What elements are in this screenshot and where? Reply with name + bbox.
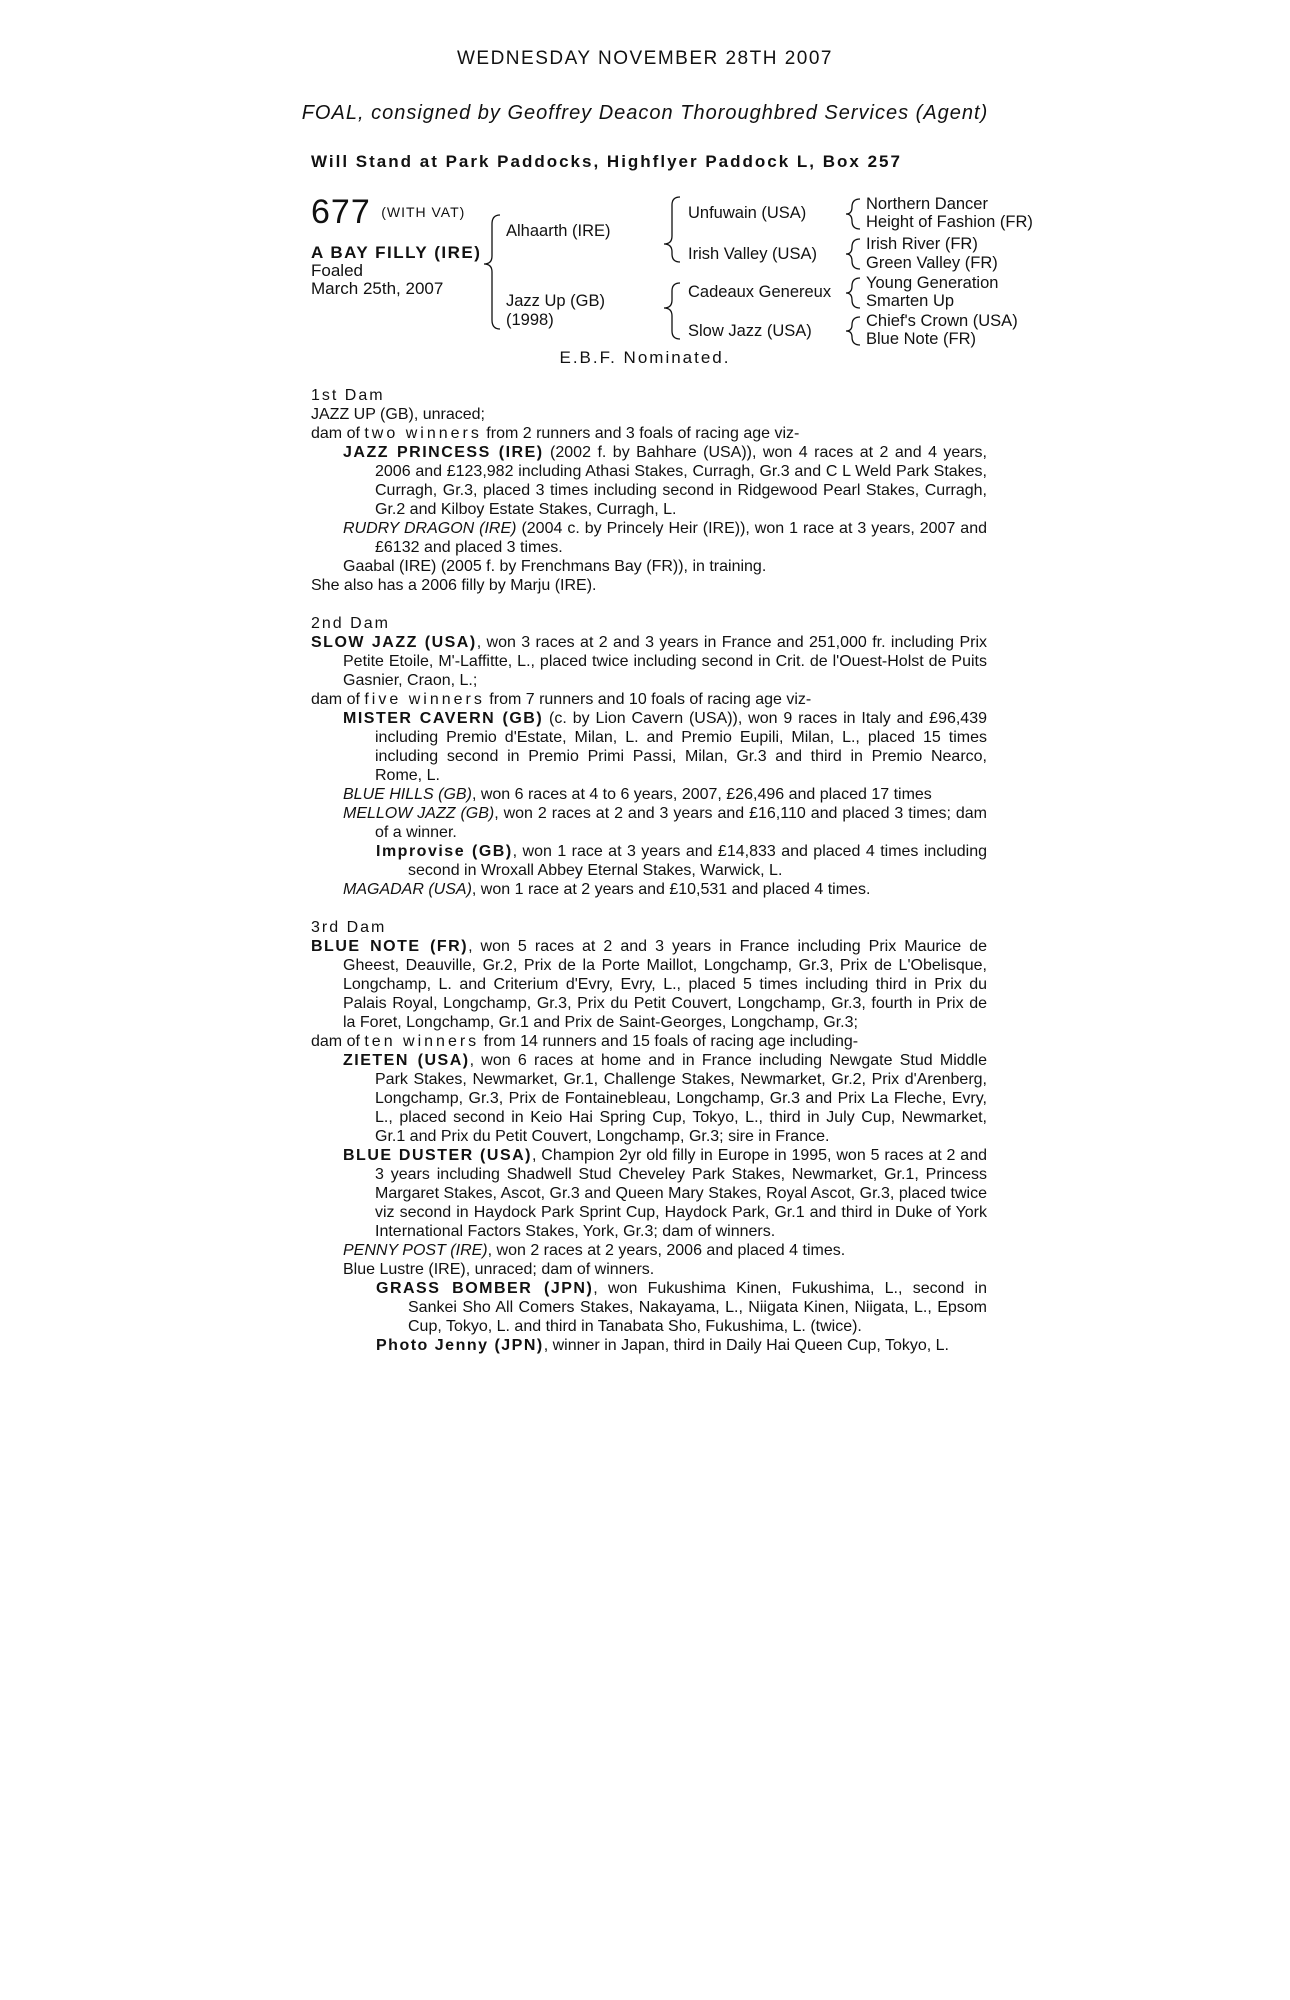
second-dam-produce-3: MELLOW JAZZ (GB), won 2 races at 2 and 3 years and £16,110 and placed 3 times; dam of a winner. <box>343 805 987 841</box>
pedigree-dam-sire: Cadeaux Genereux <box>688 283 832 301</box>
pedigree-dam-dam: Slow Jazz (USA) <box>688 322 812 340</box>
pedigree-brackets <box>0 0 1290 350</box>
pedigree-sds: Irish River (FR) <box>866 235 978 253</box>
second-dam-produce-1: MISTER CAVERN (GB) (c. by Lion Cavern (USA)), won 9 races in Italy and £96,439 including Premio d'Estate, Milan, L. and Premio Eupili, Milan, L., placed 15 times including second in Premio Primi Passi, Milan, Gr.3 and third in Premio Nearco, Rome, L. <box>343 710 988 784</box>
first-dam-produce-2: RUDRY DRAGON (IRE) (2004 c. by Princely Heir (IRE)), won 1 race at 3 years, 2007 and £6132 and placed 3 times. <box>343 520 987 556</box>
third-dam-grandproduce-2: Photo Jenny (JPN), winner in Japan, third in Daily Hai Queen Cup, Tokyo, L. <box>376 1337 949 1354</box>
pedigree-dsd: Smarten Up <box>866 292 955 310</box>
ebf-nominated: E.B.F. Nominated. <box>559 348 731 367</box>
third-dam-record: BLUE NOTE (FR), won 5 races at 2 and 3 years in France including Prix Maurice de Gheest, Deauville, Gr.2, Prix de la Porte Maillot, Longchamp, Gr.3, Prix de L'Obelisque, Longchamp, L. and Criterium d'Evry, Evry, L., placed 5 times including third in Prix du Palais Royal, Longchamp, Gr.3, Prix du Petit Couvert, Longchamp, Gr.3, fourth in Prix de la Foret, Longchamp, Gr.1 and Prix de Saint-Georges, Longchamp, Gr.3; <box>311 938 987 1031</box>
second-dam-grandproduce: Improvise (GB), won 1 race at 3 years and £14,833 and placed 4 times including second in Wroxall Abbey Eternal Stakes, Warwick, L. <box>376 843 987 879</box>
third-dam-produce-summary: dam of ten winners from 14 runners and 15 foals of racing age including- <box>311 1033 859 1050</box>
foaled-label: Foaled <box>311 261 363 280</box>
stand-location: Will Stand at Park Paddocks, Highflyer Paddock L, Box 257 <box>311 152 902 171</box>
third-dam-heading: 3rd Dam <box>311 919 387 936</box>
pedigree-sire: Alhaarth (IRE) <box>506 222 611 240</box>
produce-record <box>311 386 987 1355</box>
second-dam-record: SLOW JAZZ (USA), won 3 races at 2 and 3 years in France and 251,000 fr. including Prix Petite Etoile, M'-Laffitte, L., placed twice including second in Crit. de l'Ouest-Holst de Puits Gasnier, Craon, L.; <box>311 634 987 689</box>
third-dam-produce-2: BLUE DUSTER (USA), Champion 2yr old filly in Europe in 1995, won 5 races at 2 and 3 years including Shadwell Stud Cheveley Park Stakes, Newmarket, Gr.1, Princess Margaret Stakes, Ascot, Gr.3 and Queen Mary Stakes, Royal Ascot, Gr.3, placed twice viz second in Haydock Park Sprint Cup, Haydock Park, Gr.1 and third in Duke of York International Factors Stakes, York, Gr.3; dam of winners. <box>343 1147 987 1240</box>
pedigree-sire-dam: Irish Valley (USA) <box>688 245 817 263</box>
second-dam-heading: 2nd Dam <box>311 615 390 632</box>
first-dam-produce-summary: dam of two winners from 2 runners and 3 foals of racing age viz- <box>311 425 800 442</box>
pedigree-dam-year: (1998) <box>506 311 554 329</box>
third-dam-grandproduce-1: GRASS BOMBER (JPN), won Fukushima Kinen, Fukushima, L., second in Sankei Sho All Comers Stakes, Nakayama, L., Niigata Kinen, Niigata, L., Epsom Cup, Tokyo, L. and third in Tanabata Sho, Fukushima, L. (twice). <box>376 1280 987 1335</box>
pedigree-dds: Chief's Crown (USA) <box>866 312 1018 330</box>
second-dam-produce-4: MAGADAR (USA), won 1 race at 2 years and £10,531 and placed 4 times. <box>343 881 871 898</box>
pedigree-sdd: Green Valley (FR) <box>866 254 998 272</box>
pedigree-sire-sire: Unfuwain (USA) <box>688 204 807 222</box>
first-dam-heading: 1st Dam <box>311 387 385 404</box>
third-dam-produce-1: ZIETEN (USA), won 6 races at home and in France including Newgate Stud Middle Park Stakes, Newmarket, Gr.1, Challenge Stakes, Newmarket, Gr.2, Prix d'Arenberg, Longchamp, Gr.3, Prix de Fontainebleau, Longchamp, Gr.3 and Prix La Fleche, Evry, L., placed second in Keio Hai Spring Cup, Tokyo, L., third in July Cup, Newmarket, Gr.1 and Prix du Petit Couvert, Longchamp, Gr.3; sire in France. <box>343 1052 987 1145</box>
sale-date: WEDNESDAY NOVEMBER 28TH 2007 <box>456 48 833 69</box>
first-dam-line: JAZZ UP (GB), unraced; <box>311 406 485 423</box>
second-dam-produce-summary: dam of five winners from 7 runners and 10 foals of racing age viz- <box>311 691 812 708</box>
consignor-line: FOAL, consigned by Geoffrey Deacon Thoroughbred Services (Agent) <box>301 102 989 124</box>
third-dam-produce-4: Blue Lustre (IRE), unraced; dam of winners. <box>343 1261 655 1278</box>
lot-number: 677 <box>311 193 371 231</box>
first-dam-produce-4: She also has a 2006 filly by Marju (IRE). <box>311 577 597 594</box>
pedigree-sss: Northern Dancer <box>866 195 988 213</box>
pedigree-ssd: Height of Fashion (FR) <box>866 213 1033 231</box>
foaled-date: March 25th, 2007 <box>311 279 444 298</box>
horse-name: A BAY FILLY (IRE) <box>311 243 482 262</box>
pedigree-dss: Young Generation <box>866 274 999 292</box>
third-dam-produce-3: PENNY POST (IRE), won 2 races at 2 years, 2006 and placed 4 times. <box>343 1242 846 1259</box>
first-dam-produce-1: JAZZ PRINCESS (IRE) (2002 f. by Bahhare (USA)), won 4 races at 2 and 4 years, 2006 and £123,982 including Athasi Stakes, Curragh, Gr.3 and C L Weld Park Stakes, Curragh, Gr.3, placed 3 times including second in Ridgewood Pearl Stakes, Curragh, Gr.2 and Kilboy Estate Stakes, Curragh, L. <box>343 444 988 518</box>
pedigree-dam: Jazz Up (GB) <box>506 292 606 310</box>
first-dam-produce-3: Gaabal (IRE) (2005 f. by Frenchmans Bay (FR)), in training. <box>343 558 767 575</box>
vat-note: (WITH VAT) <box>381 204 466 220</box>
second-dam-produce-2: BLUE HILLS (GB), won 6 races at 4 to 6 years, 2007, £26,496 and placed 17 times <box>343 786 932 803</box>
pedigree-ddd: Blue Note (FR) <box>866 330 977 348</box>
